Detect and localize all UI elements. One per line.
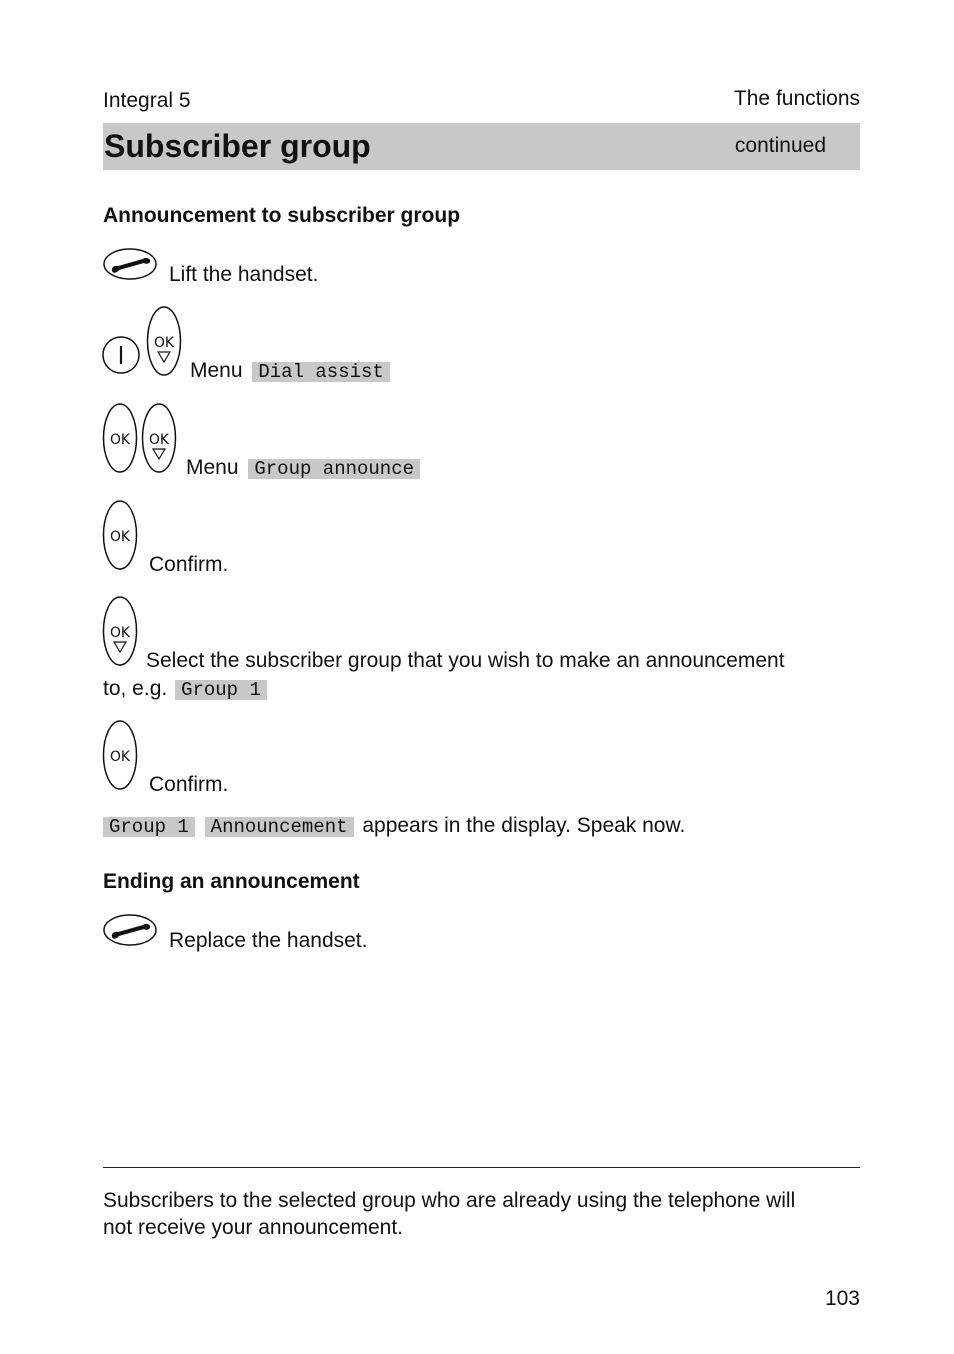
key-1-icon bbox=[102, 335, 142, 375]
note-line-1: Subscribers to the selected group who are already using the telephone will bbox=[103, 1189, 796, 1212]
step-menu-dial-assist bbox=[190, 358, 390, 384]
display-status-line bbox=[103, 813, 685, 839]
step-confirm-1: Confirm. bbox=[149, 553, 229, 576]
display-dial-assist: Dial assist bbox=[252, 362, 389, 382]
display-group-1: Group 1 bbox=[175, 680, 267, 700]
step-menu-group-announce bbox=[186, 455, 420, 481]
step-select-group-example bbox=[103, 676, 267, 702]
example-label: to, e.g. bbox=[103, 677, 168, 700]
svg-text:OK: OK bbox=[110, 749, 131, 765]
display-group-announce: Group announce bbox=[248, 459, 420, 479]
ok-down-key-icon bbox=[102, 596, 140, 668]
menu-label: Menu bbox=[190, 359, 243, 382]
display-group-1: Group 1 bbox=[103, 817, 195, 837]
step-select-group: Select the subscriber group that you wish to make an announcement bbox=[146, 649, 785, 672]
title-bar bbox=[103, 123, 860, 170]
svg-text:OK: OK bbox=[149, 432, 170, 448]
step-replace-handset: Replace the handset. bbox=[169, 929, 368, 952]
handset-icon bbox=[103, 247, 159, 281]
ok-key-icon bbox=[102, 500, 140, 572]
chapter-name: The functions bbox=[733, 87, 860, 110]
svg-text:OK: OK bbox=[154, 335, 175, 351]
section-heading-ending: Ending an announcement bbox=[103, 870, 360, 893]
step-confirm-2: Confirm. bbox=[149, 773, 229, 796]
section-heading-announcement: Announcement to subscriber group bbox=[103, 204, 461, 227]
product-name: Integral 5 bbox=[103, 89, 191, 112]
display-announcement: Announcement bbox=[205, 817, 354, 837]
continued-label: continued bbox=[734, 134, 826, 157]
page-number: 103 bbox=[824, 1287, 860, 1310]
menu-label: Menu bbox=[186, 456, 239, 479]
svg-text:OK: OK bbox=[110, 529, 131, 545]
svg-text:OK: OK bbox=[110, 625, 131, 641]
ok-down-key-icon bbox=[146, 306, 184, 378]
display-status-text: appears in the display. Speak now. bbox=[362, 814, 686, 837]
svg-text:OK: OK bbox=[110, 432, 131, 448]
ok-down-key-icon bbox=[141, 403, 179, 475]
ok-key-icon bbox=[102, 403, 140, 475]
note-line-2: not receive your announcement. bbox=[103, 1216, 404, 1239]
handset-icon bbox=[103, 913, 159, 947]
page-title: Subscriber group bbox=[104, 128, 371, 164]
step-lift-handset: Lift the handset. bbox=[169, 263, 319, 286]
ok-key-icon bbox=[102, 720, 140, 792]
note-divider bbox=[103, 1167, 860, 1168]
